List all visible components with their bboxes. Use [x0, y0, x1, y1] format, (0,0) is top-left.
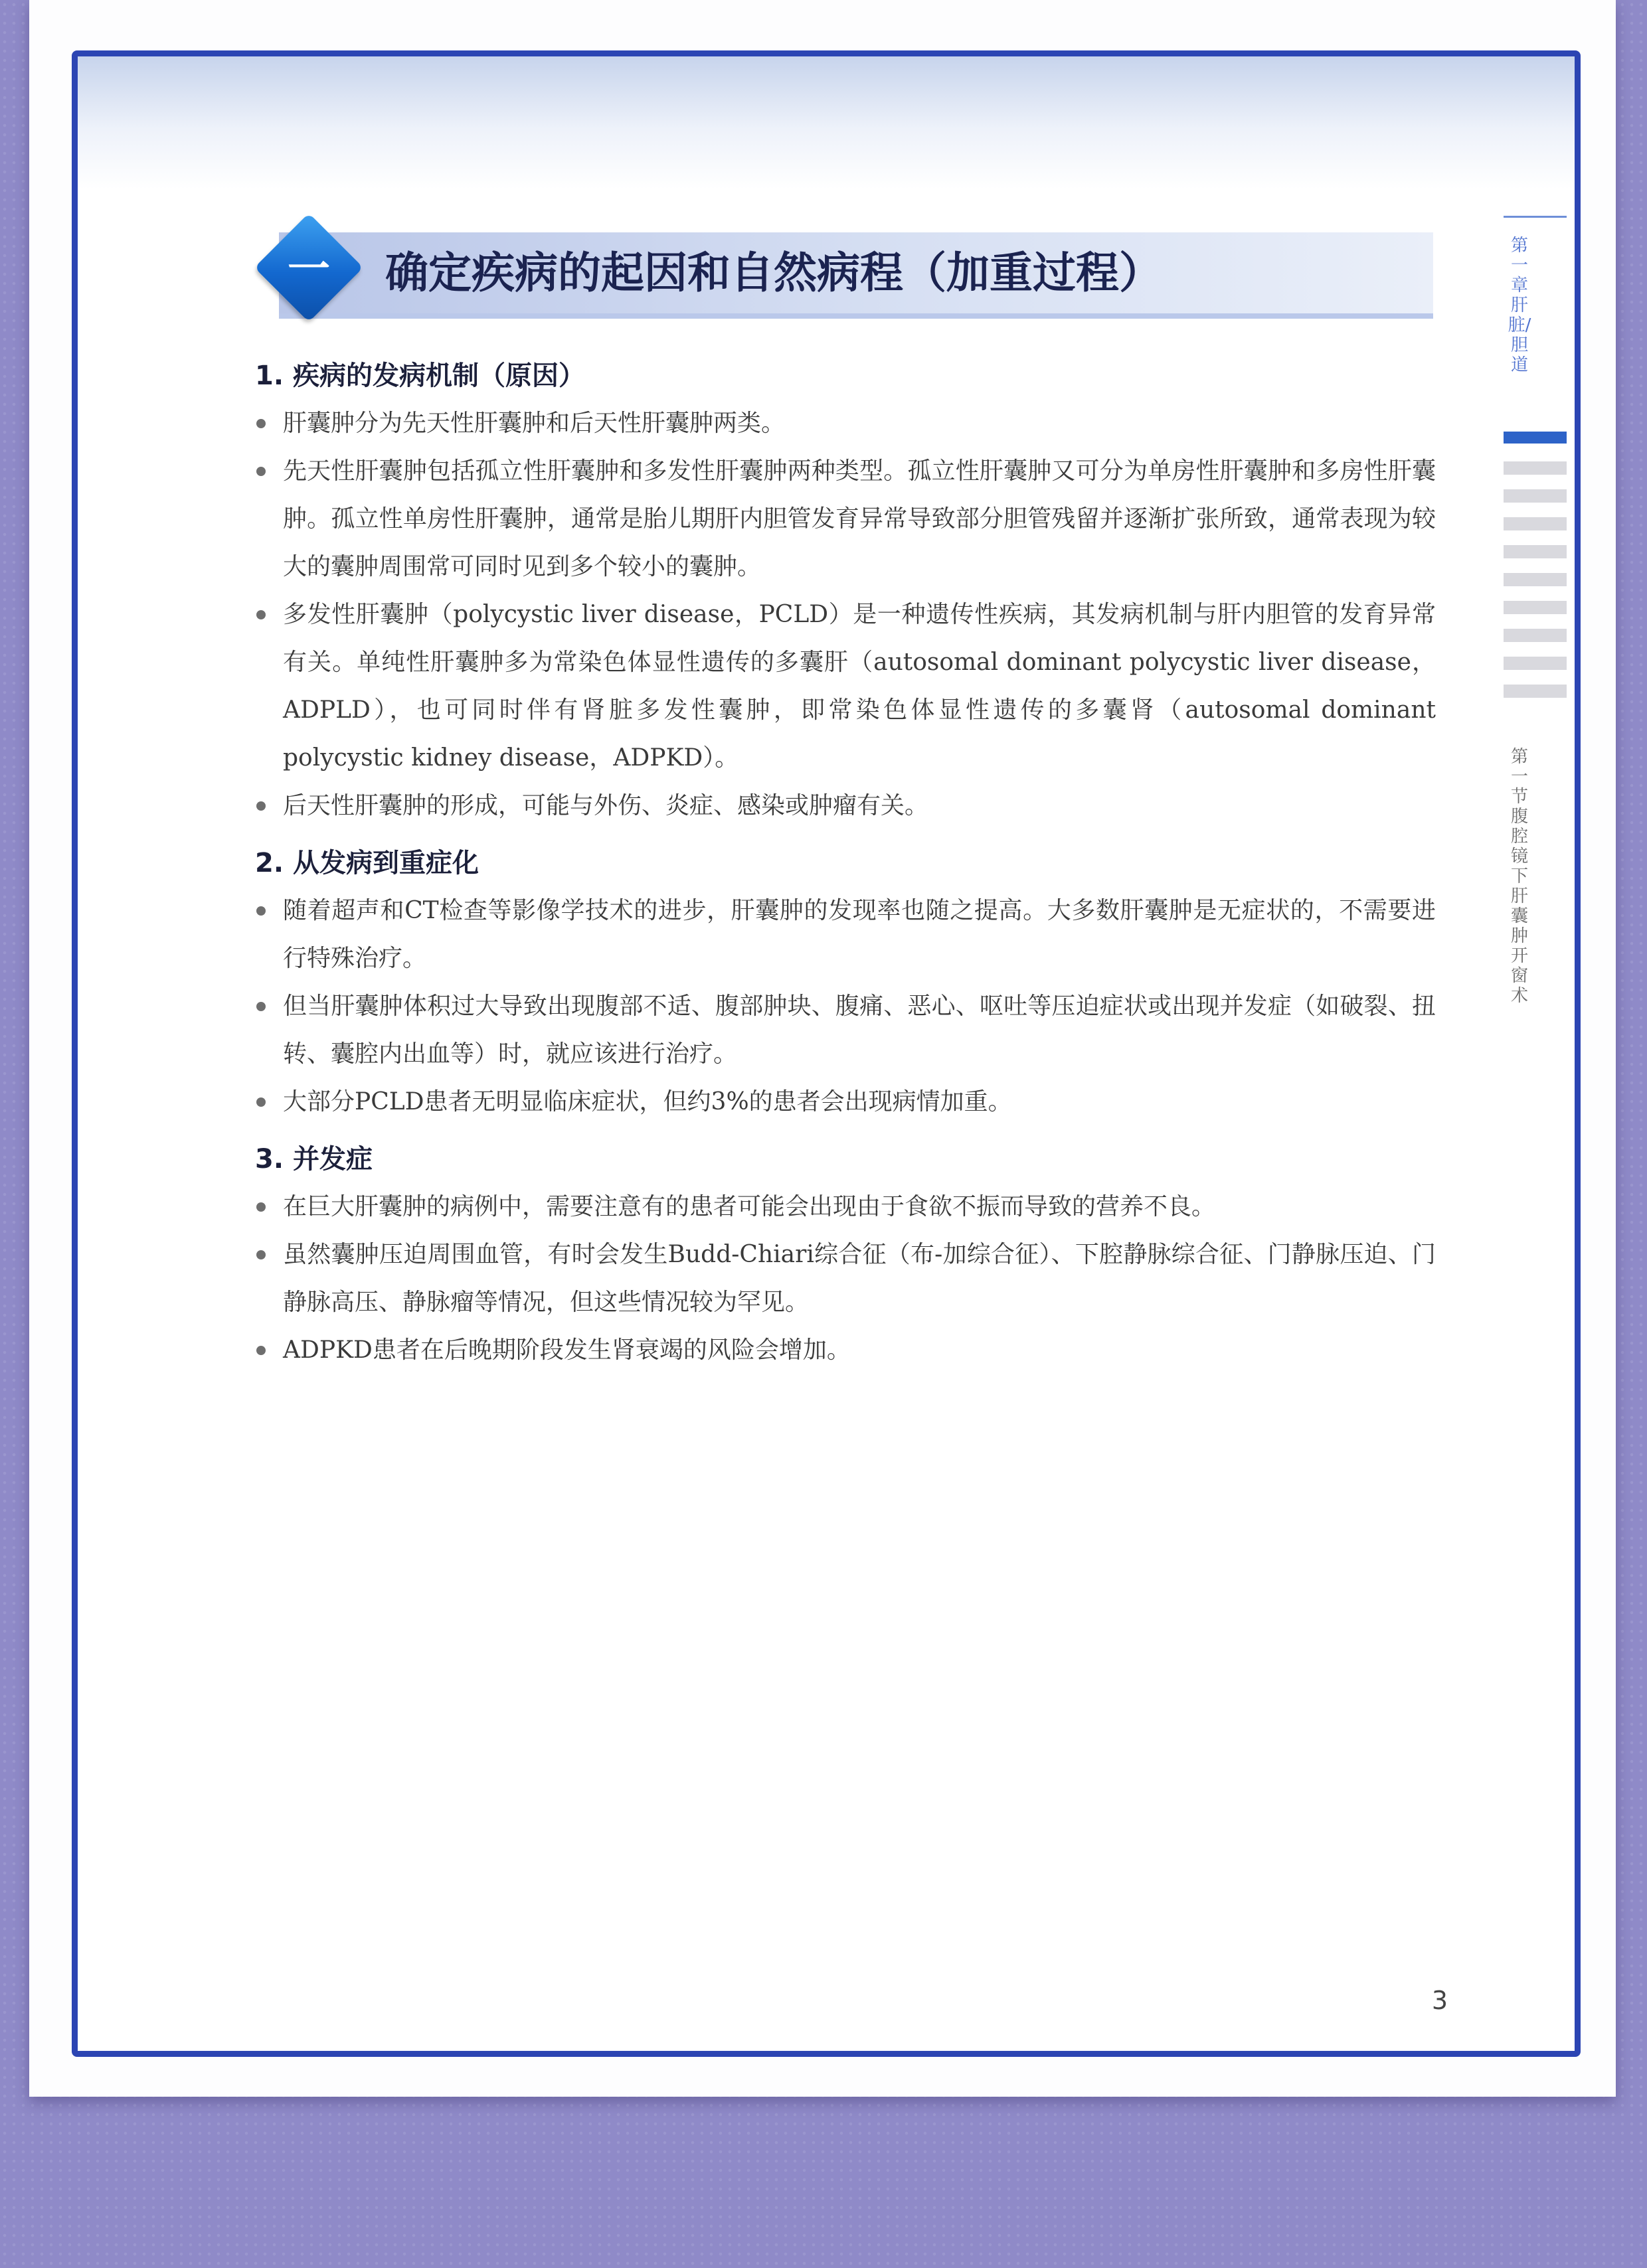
list-item: 先天性肝囊肿包括孤立性肝囊肿和多发性肝囊肿两种类型。孤立性肝囊肿又可分为单房性肝囊肿和多房性肝囊肿。孤立性单房性肝囊肿，通常是胎儿期肝内胆管发育异常导致部分胆管残留并逐渐扩张所致，通常表现为较大的囊肿周围常可同时见到多个较小的囊肿。: [252, 447, 1436, 591]
list-item: 但当肝囊肿体积过大导致出现腹部不适、腹部肿块、腹痛、恶心、呕吐等压迫症状或出现并发症（如破裂、扭转、囊腔内出血等）时，就应该进行治疗。: [252, 983, 1436, 1078]
bullet-list: [252, 400, 1436, 830]
main-content: [252, 352, 1436, 1374]
chapter-stripe: [1504, 545, 1567, 558]
section-heading: 3. 并发症: [255, 1144, 373, 1174]
section-heading: 1. 疾病的发病机制（原因）: [255, 361, 585, 391]
chapter-stripe: [1504, 489, 1567, 503]
chapter-side-tab: [1504, 216, 1567, 1052]
section-heading: 2. 从发病到重症化: [255, 848, 479, 878]
list-item: 随着超声和CT检查等影像学技术的进步，肝囊肿的发现率也随之提高。大多数肝囊肿是无症状的，不需要进行特殊治疗。: [252, 887, 1436, 983]
chapter-stripe: [1504, 461, 1567, 475]
page-title: 确定疾病的起因和自然病程（加重过程）: [385, 248, 1163, 298]
list-item: 后天性肝囊肿的形成，可能与外伤、炎症、感染或肿瘤有关。: [252, 782, 1436, 830]
list-item: 虽然囊肿压迫周围血管，有时会发生Budd-Chiari综合征（布-加综合征）、下腔静脉综合征、门静脉压迫、门静脉高压、静脉瘤等情况，但这些情况较为罕见。: [252, 1231, 1436, 1327]
list-item: 多发性肝囊肿（polycystic liver disease，PCLD）是一种遗传性疾病，其发病机制与肝内胆管的发育异常有关。单纯性肝囊肿多为常染色体显性遗传的多囊肝（autosomal dominant polycystic liver disease，ADPLD），也可同时伴有肾脏多发性囊肿，即常染色体显性遗传的多囊肾（autosomal dominant polycystic kidney disease，ADPKD）。: [252, 591, 1436, 782]
active-chapter-marker: [1504, 432, 1567, 444]
chapter-label: 第一章 肝脏/胆道: [1508, 236, 1531, 375]
list-item: 大部分PCLD患者无明显临床症状，但约3%的患者会出现病情加重。: [252, 1078, 1436, 1126]
side-tab-rule: [1504, 216, 1567, 218]
chapter-stripe: [1504, 573, 1567, 586]
bullet-list: [252, 887, 1436, 1126]
section-number: 一: [288, 245, 330, 294]
list-item: 在巨大肝囊肿的病例中，需要注意有的患者可能会出现由于食欲不振而导致的营养不良。: [252, 1183, 1436, 1231]
bullet-list: [252, 1183, 1436, 1374]
chapter-stripe: [1504, 601, 1567, 614]
chapter-stripe: [1504, 657, 1567, 670]
section-label: 第一节 腹腔镜下肝囊肿开窗术: [1510, 747, 1528, 1006]
chapter-stripe: [1504, 685, 1567, 698]
list-item: ADPKD患者在后晚期阶段发生肾衰竭的风险会增加。: [252, 1327, 1436, 1374]
page-number: 3: [1431, 1986, 1448, 2015]
chapter-stripe: [1504, 517, 1567, 530]
list-item: 肝囊肿分为先天性肝囊肿和后天性肝囊肿两类。: [252, 400, 1436, 447]
chapter-stripe: [1504, 629, 1567, 642]
